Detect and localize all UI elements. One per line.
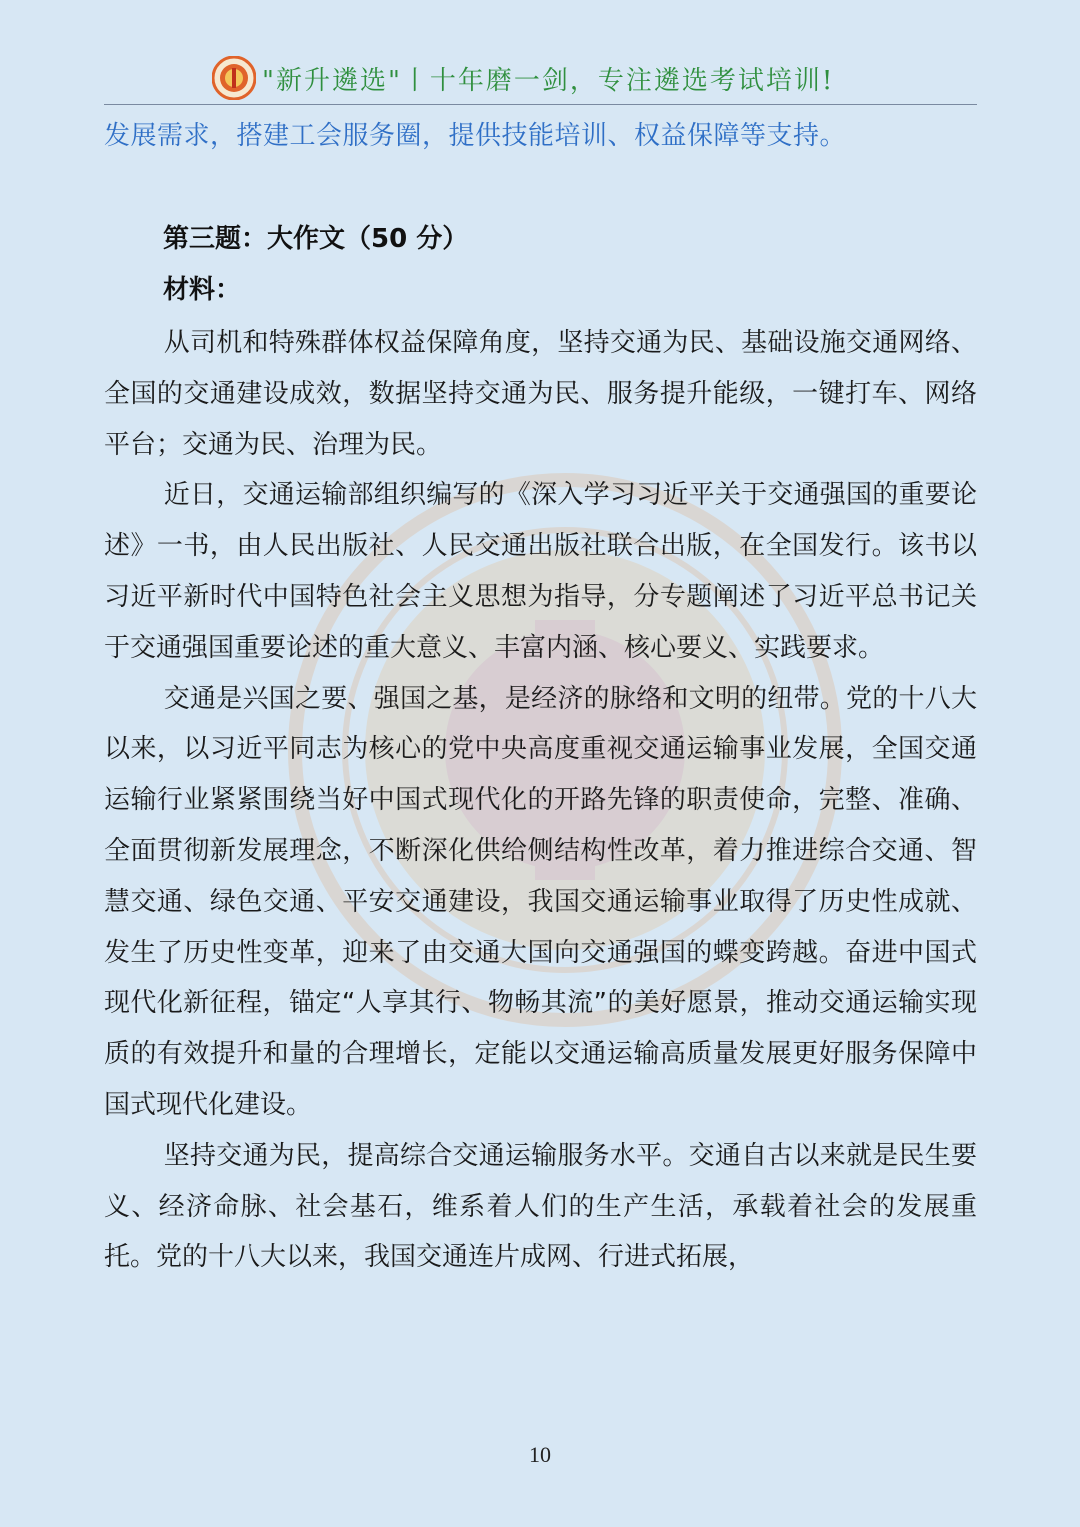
paragraph: 交通是兴国之要、强国之基，是经济的脉络和文明的纽带。党的十八大以来，以习近平同志为核心的党中央高度重视交通运输事业发展，全国交通运输行业紧紧围绕当好中国式现代化的开路先锋的职责使命，完整、准确、全面贯彻新发展理念，不断深化供给侧结构性改革，着力推进综合交通、智慧交通、绿色交通、平安交通建设，我国交通运输事业取得了历史性成就、发生了历史性变革，迎来了由交通大国向交通强国的蝶变跨越。奋进中国式现代化新征程，锚定“人享其行、物畅其流”的美好愿景，推动交通运输实现质的有效提升和量的合理增长，定能以交通运输高质量发展更好服务保障中国式现代化建设。 — [104, 683, 977, 1120]
body-text — [104, 318, 977, 1283]
paragraph: 近日，交通运输部组织编写的《深入学习习近平关于交通强国的重要论述》一书，由人民出版社、人民交通出版社联合出版，在全国发行。该书以习近平新时代中国特色社会主义思想为指导，分专题阐述了习近平总书记关于交通强国重要论述的重大意义、丰富内涵、核心要义、实践要求。 — [104, 480, 977, 663]
header-title: "新升遴选"丨十年磨一剑，专注遴选考试培训! — [262, 66, 835, 96]
page-header — [104, 54, 977, 105]
page-number: 10 — [529, 1442, 551, 1467]
continuation-text: 发展需求，搭建工会服务圈，提供技能培训、权益保障等支持。 — [104, 121, 847, 151]
logo-icon — [212, 56, 256, 100]
paragraph: 从司机和特殊群体权益保障角度，坚持交通为民、基础设施交通网络、全国的交通建设成效，数据坚持交通为民、服务提升能级，一键打车、网络平台；交通为民、治理为民。 — [104, 328, 977, 460]
paragraph: 坚持交通为民，提高综合交通运输服务水平。交通自古以来就是民生要义、经济命脉、社会基石，维系着人们的生产生活，承载着社会的发展重托。党的十八大以来，我国交通连片成网、行进式拓展， — [104, 1140, 977, 1273]
section-heading: 第三题：大作文（50 分） — [163, 224, 469, 254]
material-label: 材料： — [163, 275, 242, 305]
